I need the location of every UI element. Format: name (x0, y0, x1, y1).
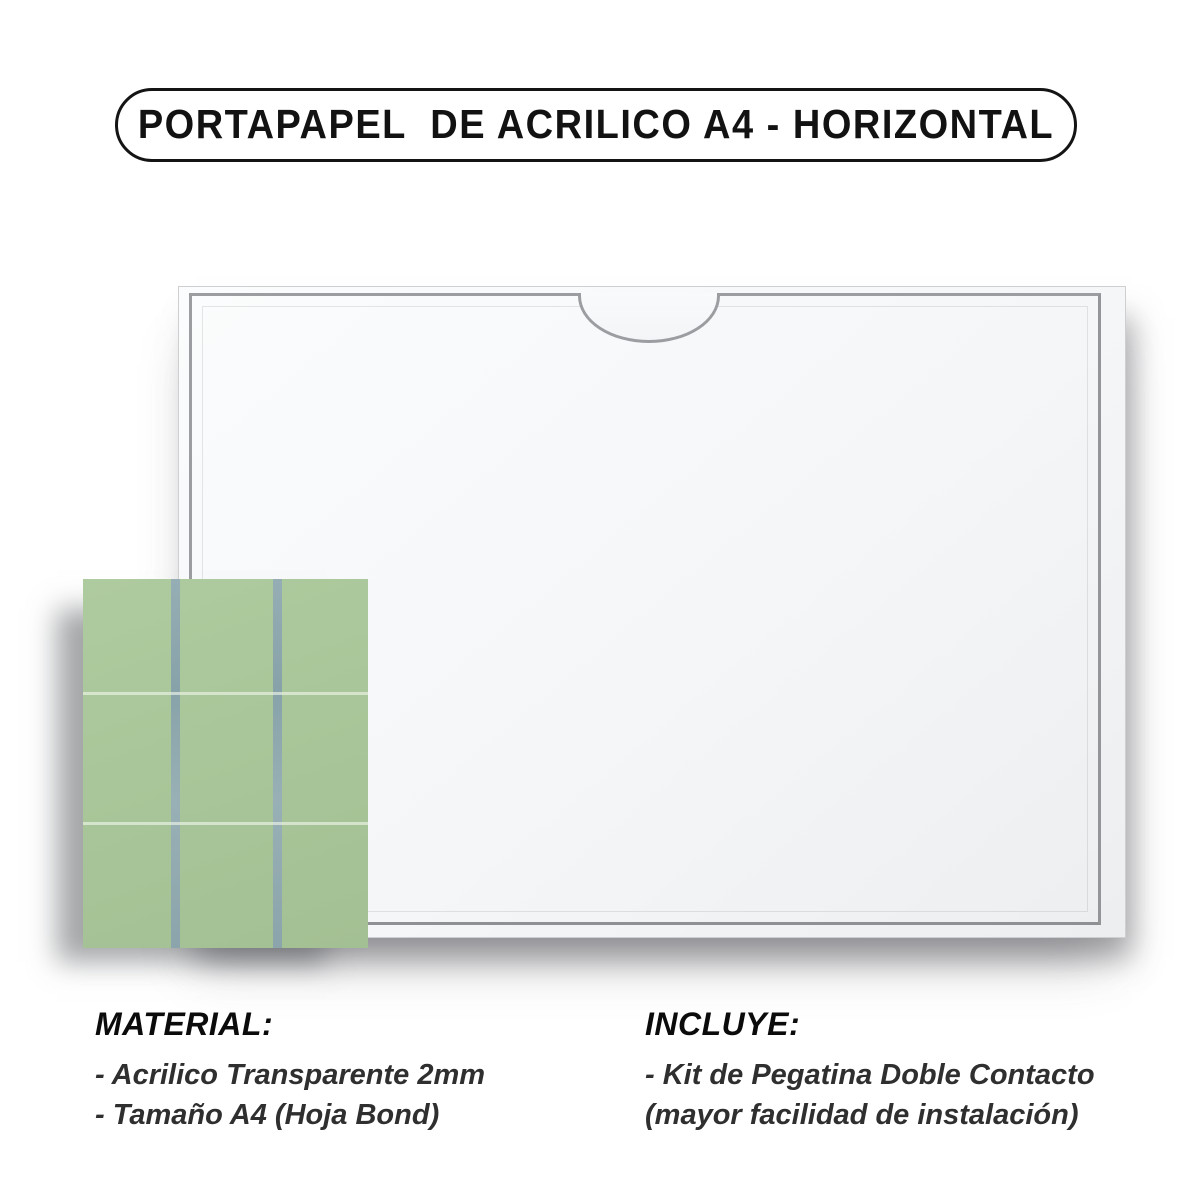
tape-stripe (171, 579, 180, 948)
includes-section (645, 1006, 1095, 1135)
material-heading: MATERIAL: (95, 1006, 274, 1042)
tape-seam (83, 822, 368, 825)
adhesive-pads-photo (83, 579, 368, 948)
includes-item: (mayor facilidad de instalación) (645, 1099, 1079, 1131)
includes-item: - Kit de Pegatina Doble Contacto (645, 1059, 1095, 1091)
tape-stripe (273, 579, 282, 948)
tape-seam (83, 692, 368, 695)
product-title: PORTAPAPEL DE ACRILICO A4 - HORIZONTAL (137, 101, 1055, 148)
product-title-banner (115, 88, 1077, 162)
material-item: - Acrilico Transparente 2mm (95, 1059, 486, 1091)
material-item: - Tamaño A4 (Hoja Bond) (95, 1099, 440, 1131)
material-section (95, 1006, 485, 1135)
includes-heading: INCLUYE: (645, 1006, 801, 1042)
